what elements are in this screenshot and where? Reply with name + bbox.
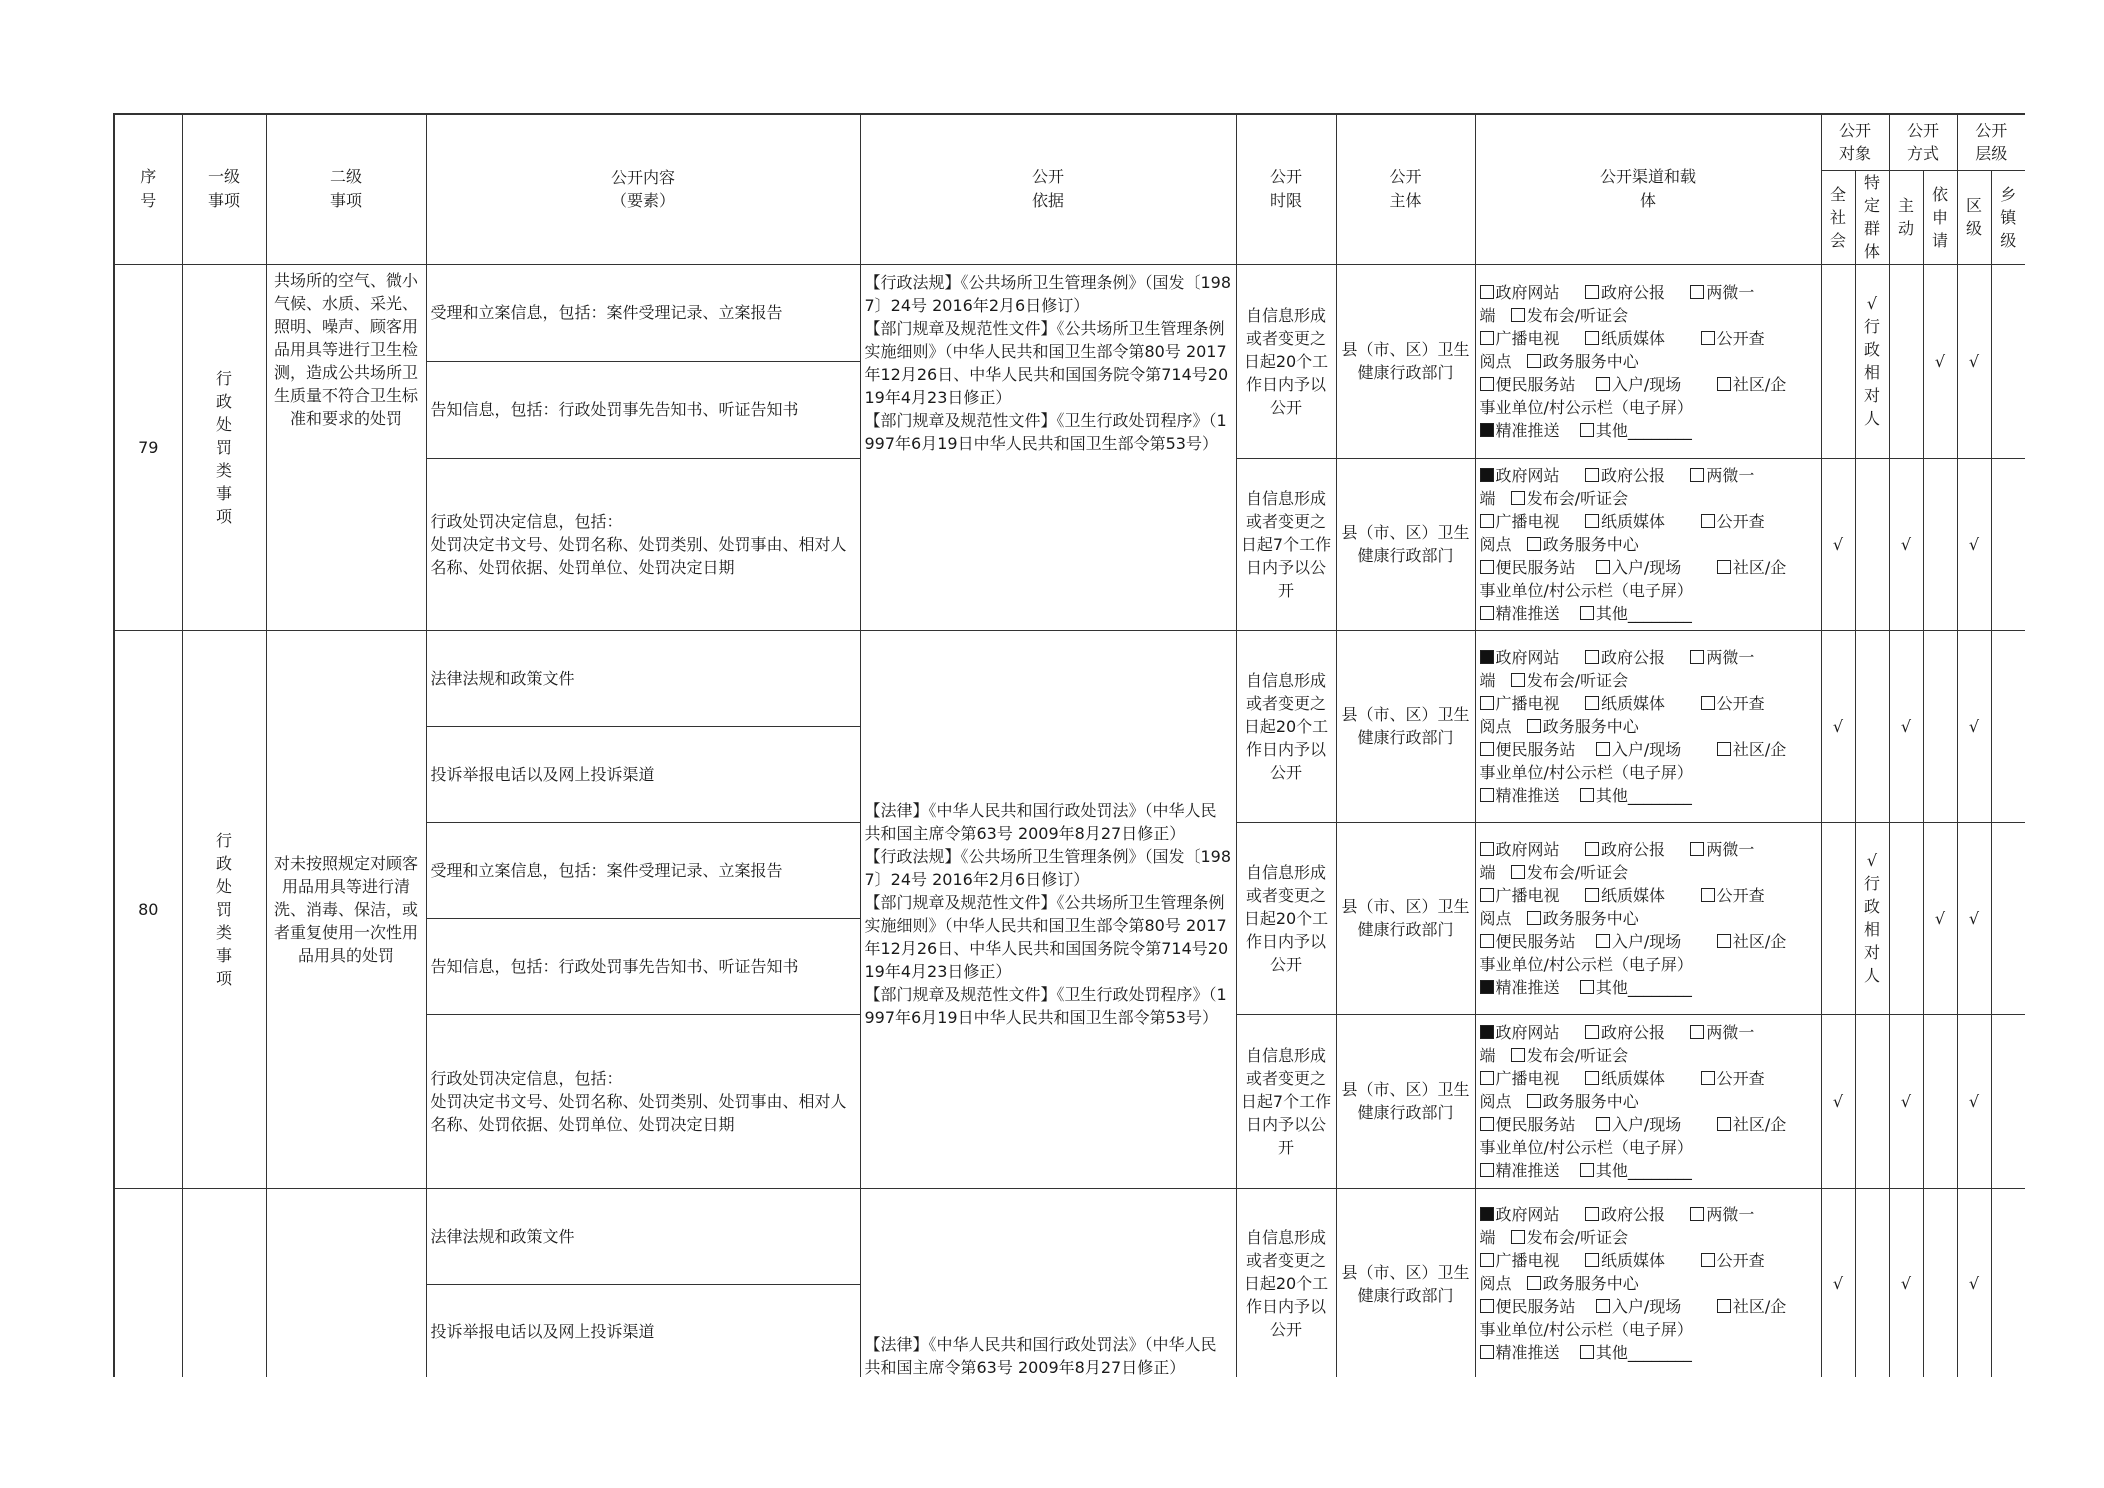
seq-cell: 79 — [114, 264, 182, 630]
object-specific-cell — [1855, 630, 1889, 822]
checkbox-icon — [1480, 788, 1494, 802]
checkbox-icon — [1585, 1207, 1599, 1221]
checkbox-icon — [1690, 842, 1704, 856]
header-level-district: 区级 — [1957, 170, 1991, 264]
level-town-cell — [1991, 458, 2025, 630]
table-row — [114, 630, 2025, 726]
checkbox-icon — [1585, 1253, 1599, 1267]
subject-cell: 县（市、区）卫生健康行政部门 — [1336, 264, 1475, 458]
checkbox-icon — [1580, 1345, 1594, 1359]
method-active-cell — [1889, 264, 1923, 458]
basis-item: 【法律】《中华人民共和国行政处罚法》（中华人民共和国主席令第63号 2009年8月27日修正） — [864, 801, 1217, 843]
method-request-cell — [1923, 1188, 1957, 1377]
header-level: 公开层级 — [1957, 114, 2025, 170]
content-cell: 受理和立案信息，包括：案件受理记录、立案报告 — [426, 264, 860, 361]
object-all-cell: √ — [1821, 458, 1855, 630]
checkbox-icon — [1717, 742, 1731, 756]
level-town-cell — [1991, 822, 2025, 1014]
seq-cell: 80 — [114, 630, 182, 1188]
checkbox-checked-icon — [1480, 980, 1494, 994]
header-method-active: 主动 — [1889, 170, 1923, 264]
content-cell: 法律法规和政策文件 — [426, 1188, 860, 1284]
channel-cell: 政府网站 政府公报 两微一 端 发布会/听证会 广播电视 纸质媒体 公开查 阅点 政务服务中心 便民服务站 入户/现场 社区/企 事业单位/村公示栏（电子屏） 精准推送 其他________ — [1475, 1188, 1821, 1377]
checkbox-icon — [1585, 285, 1599, 299]
checkbox-icon — [1596, 742, 1610, 756]
method-request-cell — [1923, 1014, 1957, 1188]
checkbox-icon — [1585, 842, 1599, 856]
checkbox-checked-icon — [1480, 468, 1494, 482]
checkbox-icon — [1701, 888, 1715, 902]
checkbox-icon — [1480, 1071, 1494, 1085]
content-cell: 告知信息，包括：行政处罚事先告知书、听证告知书 — [426, 361, 860, 458]
disclosure-table — [113, 113, 2025, 1377]
checkbox-icon — [1480, 842, 1494, 856]
subject-cell: 县（市、区）卫生健康行政部门 — [1336, 630, 1475, 822]
limit-cell: 自信息形成或者变更之日起7个工作日内予以公开 — [1236, 1014, 1336, 1188]
content-cell: 投诉举报电话以及网上投诉渠道 — [426, 726, 860, 822]
checkbox-icon — [1527, 1276, 1541, 1290]
checkbox-icon — [1585, 696, 1599, 710]
basis-item: 【行政法规】《公共场所卫生管理条例》（国发〔1987〕24号 2016年2月6日修订） — [864, 272, 1232, 315]
checkbox-icon — [1511, 865, 1525, 879]
content-cell: 法律法规和政策文件 — [426, 630, 860, 726]
checkbox-icon — [1701, 331, 1715, 345]
checkbox-icon — [1580, 423, 1594, 437]
checkbox-icon — [1580, 788, 1594, 802]
header-content-label: 公开内容 — [610, 168, 675, 188]
level1-cell — [182, 1188, 266, 1377]
checkbox-icon — [1596, 377, 1610, 391]
checkbox-icon — [1527, 911, 1541, 925]
method-active-cell: √ — [1889, 630, 1923, 822]
table-row — [114, 1188, 2025, 1284]
checkbox-icon — [1701, 1071, 1715, 1085]
level2-cell — [266, 1188, 426, 1377]
subject-cell: 县（市、区）卫生健康行政部门 — [1336, 458, 1475, 630]
object-specific-cell: √行政相对人 — [1855, 822, 1889, 1014]
level-town-cell — [1991, 1188, 2025, 1377]
checkbox-icon — [1585, 650, 1599, 664]
checkbox-icon — [1717, 1117, 1731, 1131]
subject-cell: 县（市、区）卫生健康行政部门 — [1336, 1014, 1475, 1188]
checkbox-icon — [1480, 1253, 1494, 1267]
level-district-cell: √ — [1957, 1188, 1991, 1377]
basis-item: 【部门规章及规范性文件】《卫生行政处罚程序》（1997年6月19日中华人民共和国卫生部令第53号） — [864, 985, 1227, 1027]
checkbox-icon — [1480, 1299, 1494, 1313]
method-request-cell — [1923, 458, 1957, 630]
checkbox-icon — [1480, 1345, 1494, 1359]
level-district-cell: √ — [1957, 822, 1991, 1014]
checkbox-icon — [1596, 560, 1610, 574]
basis-item: 【法律】《中华人民共和国行政处罚法》（中华人民共和国主席令第63号 2009年8月27日修正） — [864, 1335, 1217, 1377]
subject-cell: 县（市、区）卫生健康行政部门 — [1336, 1188, 1475, 1377]
basis-cell — [860, 1188, 1236, 1377]
level-town-cell — [1991, 1014, 2025, 1188]
header-level2: 二级事项 — [266, 114, 426, 264]
checkbox-icon — [1596, 1299, 1610, 1313]
content-cell: 行政处罚决定信息，包括： 处罚决定书文号、处罚名称、处罚类别、处罚事由、相对人名称、处罚依据、处罚单位、处罚决定日期 — [426, 458, 860, 630]
checkbox-icon — [1511, 491, 1525, 505]
level-town-cell — [1991, 264, 2025, 458]
checkbox-icon — [1527, 1094, 1541, 1108]
checkbox-icon — [1717, 377, 1731, 391]
header-object-specific: 特定群体 — [1855, 170, 1889, 264]
limit-cell: 自信息形成或者变更之日起20个工作日内予以公开 — [1236, 822, 1336, 1014]
checkbox-icon — [1701, 514, 1715, 528]
checkbox-icon — [1480, 377, 1494, 391]
checkbox-icon — [1690, 285, 1704, 299]
header-subject: 公开主体 — [1336, 114, 1475, 264]
header-basis: 公开依据 — [860, 114, 1236, 264]
level-town-cell — [1991, 630, 2025, 822]
checkbox-icon — [1527, 719, 1541, 733]
limit-cell: 自信息形成或者变更之日起7个工作日内予以公开 — [1236, 458, 1336, 630]
header-seq: 序号 — [114, 114, 182, 264]
checkbox-icon — [1511, 1048, 1525, 1062]
method-request-cell — [1923, 630, 1957, 822]
method-request-cell: √ — [1923, 264, 1957, 458]
checkbox-icon — [1511, 673, 1525, 687]
checkbox-icon — [1585, 514, 1599, 528]
limit-cell: 自信息形成或者变更之日起20个工作日内予以公开 — [1236, 630, 1336, 822]
checkbox-icon — [1480, 606, 1494, 620]
checkbox-icon — [1585, 331, 1599, 345]
header-object: 公开对象 — [1821, 114, 1889, 170]
object-specific-cell — [1855, 458, 1889, 630]
checkbox-icon — [1717, 1299, 1731, 1313]
level1-cell: 行政处罚类事项 — [182, 630, 266, 1188]
channel-cell: 政府网站 政府公报 两微一 端 发布会/听证会 广播电视 纸质媒体 公开查 阅点 政务服务中心 便民服务站 入户/现场 社区/企 事业单位/村公示栏（电子屏） 精准推送 其他________ — [1475, 458, 1821, 630]
checkbox-icon — [1480, 934, 1494, 948]
object-specific-cell: √行政相对人 — [1855, 264, 1889, 458]
checkbox-icon — [1596, 934, 1610, 948]
header-channel: 公开渠道和载体 — [1475, 114, 1821, 264]
checkbox-icon — [1527, 537, 1541, 551]
header-limit: 公开时限 — [1236, 114, 1336, 264]
checkbox-icon — [1511, 1230, 1525, 1244]
header-object-all: 全社会 — [1821, 170, 1855, 264]
content-cell: 行政处罚决定信息，包括： 处罚决定书文号、处罚名称、处罚类别、处罚事由、相对人名称、处罚依据、处罚单位、处罚决定日期 — [426, 1014, 860, 1188]
content-cell: 受理和立案信息，包括：案件受理记录、立案报告 — [426, 822, 860, 918]
level-district-cell: √ — [1957, 1014, 1991, 1188]
header-row-1 — [114, 114, 2025, 170]
checkbox-icon — [1480, 331, 1494, 345]
checkbox-icon — [1580, 606, 1594, 620]
header-content — [426, 114, 860, 264]
level1-cell: 行政处罚类事项 — [182, 264, 266, 630]
header-level1: 一级事项 — [182, 114, 266, 264]
header-method-request: 依申请 — [1923, 170, 1957, 264]
method-active-cell: √ — [1889, 458, 1923, 630]
checkbox-icon — [1480, 514, 1494, 528]
object-all-cell — [1821, 822, 1855, 1014]
checkbox-icon — [1585, 888, 1599, 902]
checkbox-icon — [1580, 1163, 1594, 1177]
basis-item: 【部门规章及规范性文件】《公共场所卫生管理条例实施细则》（中华人民共和国卫生部令第80号 2017年12月26日、中华人民共和国国务院令第714号2019年4月23日修正） — [864, 893, 1229, 981]
checkbox-checked-icon — [1480, 423, 1494, 437]
checkbox-icon — [1690, 1207, 1704, 1221]
checkbox-icon — [1480, 560, 1494, 574]
checkbox-icon — [1717, 560, 1731, 574]
checkbox-icon — [1480, 1117, 1494, 1131]
level-district-cell: √ — [1957, 264, 1991, 458]
channel-cell: 政府网站 政府公报 两微一 端 发布会/听证会 广播电视 纸质媒体 公开查 阅点 政务服务中心 便民服务站 入户/现场 社区/企 事业单位/村公示栏（电子屏） 精准推送 其他________ — [1475, 264, 1821, 458]
object-all-cell: √ — [1821, 630, 1855, 822]
level-district-cell: √ — [1957, 458, 1991, 630]
content-cell: 投诉举报电话以及网上投诉渠道 — [426, 1284, 860, 1377]
checkbox-icon — [1585, 1025, 1599, 1039]
subject-cell: 县（市、区）卫生健康行政部门 — [1336, 822, 1475, 1014]
disclosure-table-page — [113, 113, 2025, 1377]
limit-cell: 自信息形成或者变更之日起20个工作日内予以公开 — [1236, 264, 1336, 458]
basis-cell — [860, 630, 1236, 1188]
channel-cell: 政府网站 政府公报 两微一 端 发布会/听证会 广播电视 纸质媒体 公开查 阅点 政务服务中心 便民服务站 入户/现场 社区/企 事业单位/村公示栏（电子屏） 精准推送 其他________ — [1475, 630, 1821, 822]
basis-cell — [860, 264, 1236, 630]
seq-cell — [114, 1188, 182, 1377]
level2-cell: 对未按照规定对顾客用品用具等进行清洗、消毒、保洁，或者重复使用一次性用品用具的处罚 — [266, 630, 426, 1188]
checkbox-icon — [1690, 468, 1704, 482]
object-all-cell — [1821, 264, 1855, 458]
object-specific-cell — [1855, 1188, 1889, 1377]
limit-cell: 自信息形成或者变更之日起20个工作日内予以公开 — [1236, 1188, 1336, 1377]
checkbox-icon — [1480, 888, 1494, 902]
checkbox-icon — [1701, 1253, 1715, 1267]
checkbox-icon — [1511, 308, 1525, 322]
checkbox-icon — [1585, 1071, 1599, 1085]
checkbox-icon — [1480, 1163, 1494, 1177]
checkbox-icon — [1690, 1025, 1704, 1039]
method-request-cell: √ — [1923, 822, 1957, 1014]
header-method: 公开方式 — [1889, 114, 1957, 170]
checkbox-icon — [1596, 1117, 1610, 1131]
basis-item: 【部门规章及规范性文件】《公共场所卫生管理条例实施细则》（中华人民共和国卫生部令第80号 2017年12月26日、中华人民共和国国务院令第714号2019年4月23日修正） — [864, 318, 1229, 407]
checkbox-icon — [1585, 468, 1599, 482]
checkbox-icon — [1701, 696, 1715, 710]
channel-cell: 政府网站 政府公报 两微一 端 发布会/听证会 广播电视 纸质媒体 公开查 阅点 政务服务中心 便民服务站 入户/现场 社区/企 事业单位/村公示栏（电子屏） 精准推送 其他________ — [1475, 1014, 1821, 1188]
method-active-cell: √ — [1889, 1188, 1923, 1377]
channel-cell: 政府网站 政府公报 两微一 端 发布会/听证会 广播电视 纸质媒体 公开查 阅点 政务服务中心 便民服务站 入户/现场 社区/企 事业单位/村公示栏（电子屏） 精准推送 其他________ — [1475, 822, 1821, 1014]
method-active-cell: √ — [1889, 1014, 1923, 1188]
checkbox-checked-icon — [1480, 1207, 1494, 1221]
object-all-cell: √ — [1821, 1188, 1855, 1377]
checkbox-icon — [1717, 934, 1731, 948]
object-specific-cell — [1855, 1014, 1889, 1188]
checkbox-checked-icon — [1480, 1025, 1494, 1039]
object-all-cell: √ — [1821, 1014, 1855, 1188]
basis-item: 【部门规章及规范性文件】《卫生行政处罚程序》（1997年6月19日中华人民共和国卫生部令第53号） — [864, 410, 1227, 453]
checkbox-icon — [1527, 354, 1541, 368]
level-district-cell: √ — [1957, 630, 1991, 822]
method-active-cell — [1889, 822, 1923, 1014]
content-cell: 告知信息，包括：行政处罚事先告知书、听证告知书 — [426, 918, 860, 1014]
checkbox-icon — [1480, 696, 1494, 710]
checkbox-icon — [1480, 285, 1494, 299]
level2-cell: 共场所的空气、微小气候、水质、采光、照明、噪声、顾客用品用具等进行卫生检测，造成公共场所卫生质量不符合卫生标准和要求的处罚 — [266, 264, 426, 630]
checkbox-icon — [1690, 650, 1704, 664]
basis-item: 【行政法规】《公共场所卫生管理条例》（国发〔1987〕24号 2016年2月6日修订） — [864, 847, 1232, 889]
header-content-sub: （要素） — [610, 191, 675, 211]
table-row — [114, 264, 2025, 361]
checkbox-icon — [1480, 742, 1494, 756]
header-level-town: 乡镇级 — [1991, 170, 2025, 264]
checkbox-icon — [1580, 980, 1594, 994]
checkbox-checked-icon — [1480, 650, 1494, 664]
